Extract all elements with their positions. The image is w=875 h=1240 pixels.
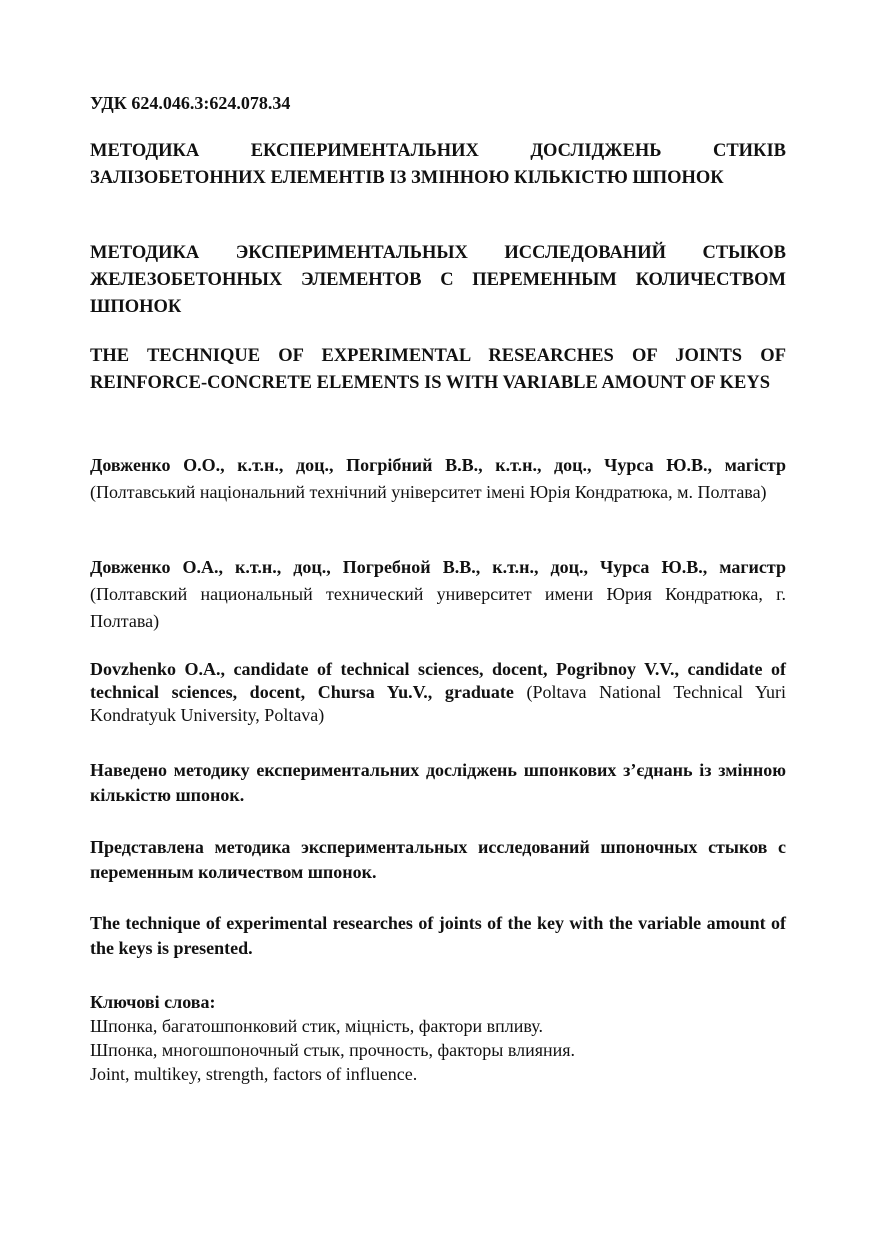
abstract-russian: Представлена методика экспериментальных исследований шпоночных стыков с переменным количеством шпонок.	[90, 837, 786, 882]
keywords-ukrainian: Шпонка, багатошпонковий стик, міцність, фактори впливу.	[90, 1016, 543, 1036]
authors-english	[90, 658, 786, 727]
author-affiliation: (Полтавський національний технічний університет імені Юрія Кондратюка, м. Полтава)	[90, 482, 767, 502]
abstract-english: The technique of experimental researches of joints of the key with the variable amount of the keys is presented.	[90, 913, 786, 958]
author-affiliation: (Полтавский национальный технический университет имени Юрия Кондратюка, г. Полтава)	[90, 584, 786, 631]
udc-code: УДК 624.046.3:624.078.34	[90, 93, 291, 113]
keywords-heading: Ключові слова:	[90, 992, 216, 1012]
keywords-section	[90, 990, 786, 1086]
abstract-ukrainian: Наведено методику експериментальних досліджень шпонкових з’єднань із змінною кількістю шпонок.	[90, 760, 786, 805]
author-names: Dovzhenko O.A., candidate of technical sciences, docent, Pogribnoy V.V., candidate of technical sciences, docent, Chursa Yu.V., graduate	[90, 659, 786, 702]
author-names: Довженко О.А., к.т.н., доц., Погребной В.В., к.т.н., доц., Чурса Ю.В., магистр	[90, 557, 786, 577]
keywords-russian: Шпонка, многошпоночный стык, прочность, факторы влияния.	[90, 1040, 576, 1060]
title-english: THE TECHNIQUE OF EXPERIMENTAL RESEARCHES OF JOINTS OF REINFORCE-CONCRETE ELEMENTS IS WITH VARIABLE AMOUNT OF KEYS	[90, 346, 786, 393]
authors-russian	[90, 554, 786, 635]
author-affiliation: (Poltava National Technical Yuri Kondratyuk University, Poltava)	[90, 682, 786, 725]
title-russian: МЕТОДИКА ЭКСПЕРИМЕНТАЛЬНЫХ ИССЛЕДОВАНИЙ СТЫКОВ ЖЕЛЕЗОБЕТОННЫХ ЭЛЕМЕНТОВ С ПЕРЕМЕННЫМ КОЛИЧЕСТВОМ ШПОНОК	[90, 243, 786, 317]
author-names: Довженко О.О., к.т.н., доц., Погрібний В.В., к.т.н., доц., Чурса Ю.В., магістр	[90, 455, 786, 475]
keywords-english: Joint, multikey, strength, factors of influence.	[90, 1064, 418, 1084]
title-ukrainian: МЕТОДИКА ЕКСПЕРИМЕНТАЛЬНИХ ДОСЛІДЖЕНЬ СТИКІВ ЗАЛІЗОБЕТОННИХ ЕЛЕМЕНТІВ ІЗ ЗМІННОЮ КІЛЬКІСТЮ ШПОНОК	[90, 141, 786, 188]
authors-ukrainian	[90, 452, 786, 506]
